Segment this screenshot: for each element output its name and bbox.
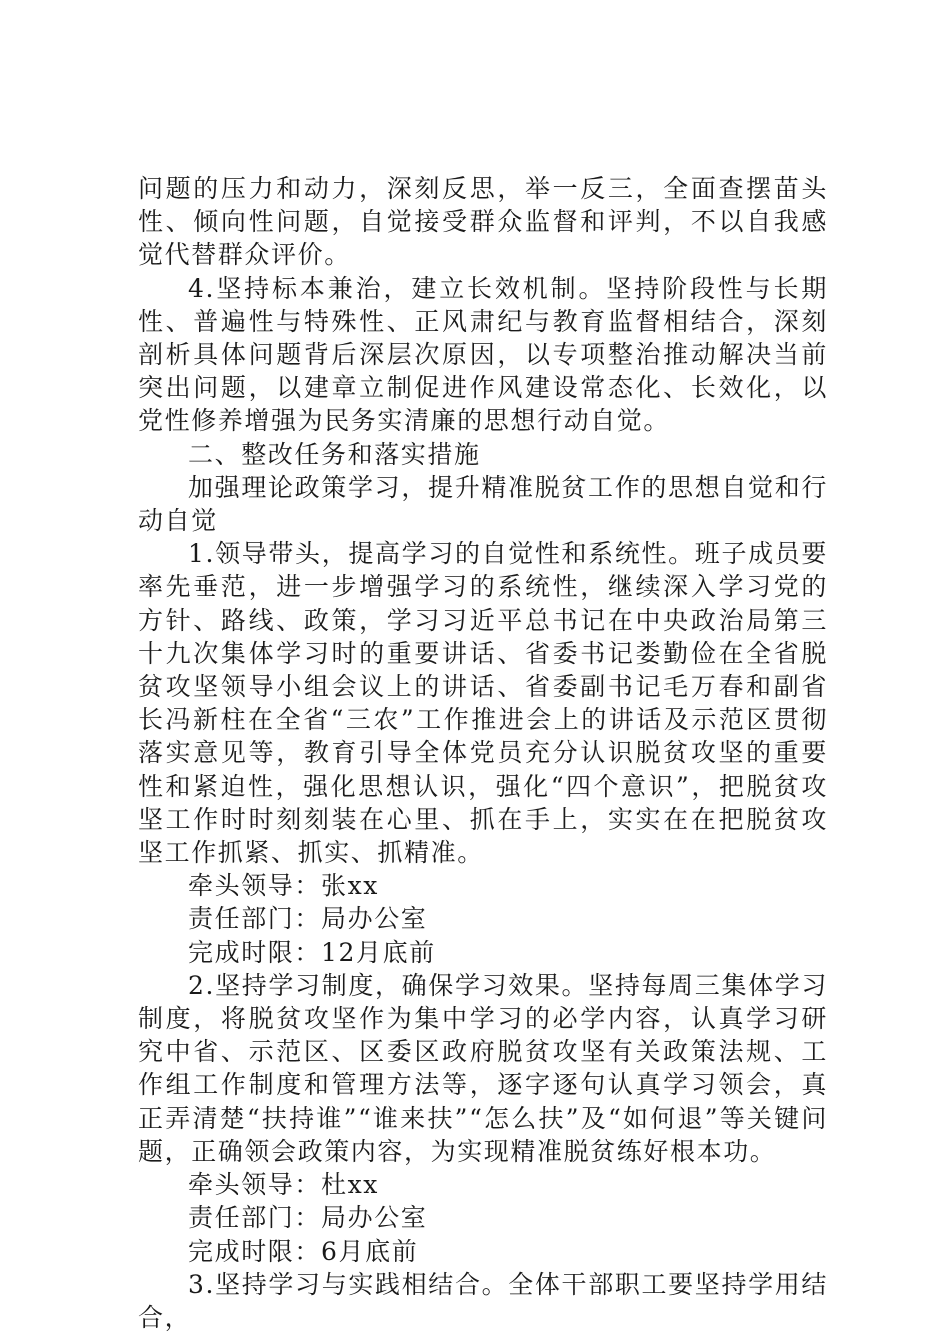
subsection-heading: 加强理论政策学习，提升精准脱贫工作的思想自觉和行动自觉	[138, 472, 828, 536]
section-heading-2: 二、整改任务和落实措施	[188, 439, 481, 469]
deadline-1: 完成时限：12月底前	[188, 937, 436, 967]
paragraph-item-4: 4.坚持标本兼治，建立长效机制。坚持阶段性与长期性、普遍性与特殊性、正风肃纪与教育监督相结合，深刻剖析具体问题背后深层次原因，以专项整治推动解决当前突出问题，以建章立制促进作风建设常态化、长效化，以党性修养增强为民务实清廉的思想行动自觉。	[138, 273, 828, 436]
document-body	[138, 172, 828, 1334]
deadline-2: 完成时限：6月底前	[188, 1236, 419, 1266]
paragraph-item-2: 2.坚持学习制度，确保学习效果。坚持每周三集体学习制度，将脱贫攻坚作为集中学习的必学内容，认真学习研究中省、示范区、区委区政府脱贫攻坚有关政策法规、工作组工作制度和管理方法等，逐字逐句认真学习领会，真正弄清楚“扶持谁”“谁来扶”“怎么扶”及“如何退”等关键问题，正确领会政策内容，为实现精准脱贫练好根本功。	[138, 970, 828, 1166]
paragraph-item-1: 1.领导带头，提高学习的自觉性和系统性。班子成员要率先垂范，进一步增强学习的系统性，继续深入学习党的方针、路线、政策，学习习近平总书记在中央政治局第三十九次集体学习时的重要讲话、省委书记娄勤俭在全省脱贫攻坚领导小组会议上的讲话、省委副书记毛万春和副省长冯新柱在全省“三农”工作推进会上的讲话及示范区贯彻落实意见等，教育引导全体党员充分认识脱贫攻坚的重要性和紧迫性，强化思想认识，强化“四个意识”，把脱贫攻坚工作时时刻刻装在心里、抓在手上，实实在在把脱贫攻坚工作抓紧、抓实、抓精准。	[138, 539, 828, 868]
responsible-dept-2: 责任部门：局办公室	[188, 1203, 428, 1233]
paragraph-continuation: 问题的压力和动力，深刻反思，举一反三，全面查摆苗头性、倾向性问题，自觉接受群众监督和评判，不以自我感觉代替群众评价。	[138, 174, 828, 270]
paragraph-item-3: 3.坚持学习与实践相结合。全体干部职工要坚持学用结合，	[138, 1269, 828, 1332]
lead-leader-1: 牵头领导：张xx	[188, 871, 379, 901]
responsible-dept-1: 责任部门：局办公室	[188, 904, 428, 934]
lead-leader-2: 牵头领导：杜xx	[188, 1170, 379, 1200]
